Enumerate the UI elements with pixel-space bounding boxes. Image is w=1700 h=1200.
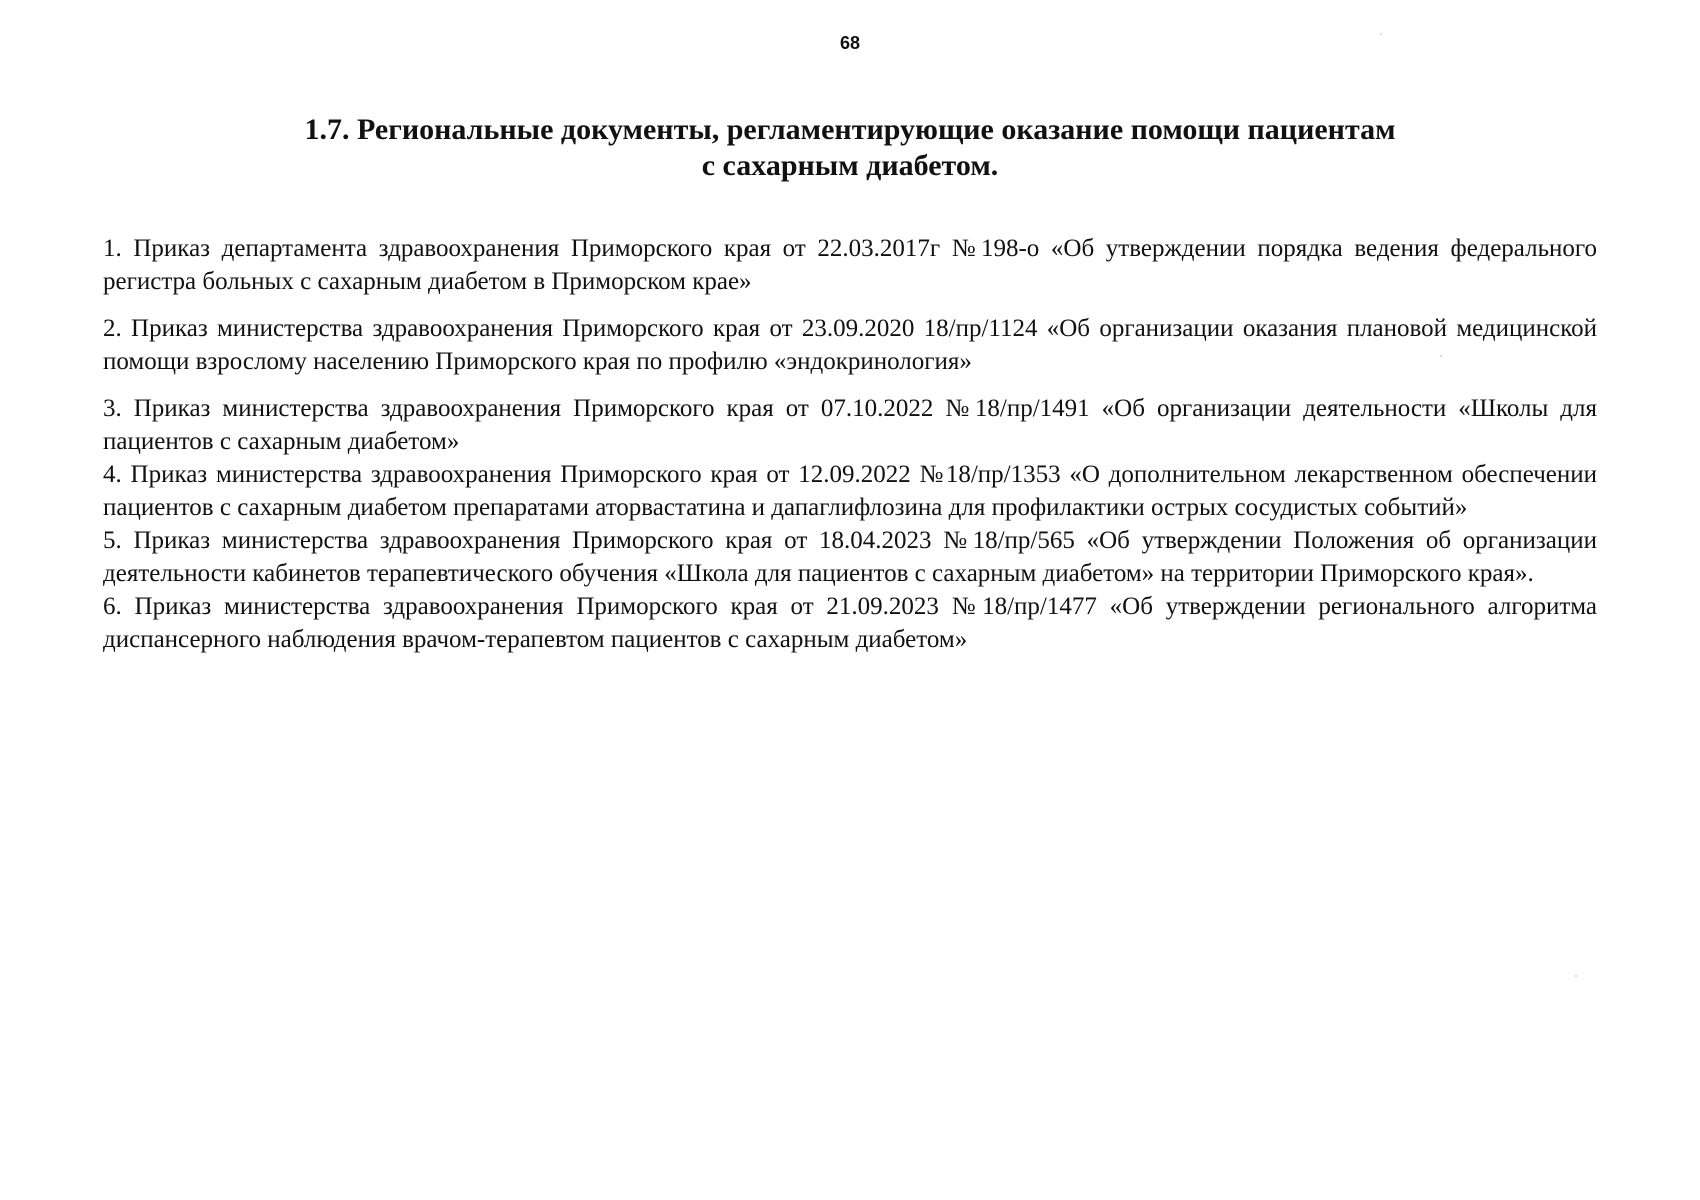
page-number: 68 — [839, 33, 861, 53]
scan-speck — [1575, 975, 1577, 977]
list-item-4: 4. Приказ министерства здравоохранения Приморского края от 12.09.2022 №18/пр/1353 «О дополнительном лекарственном обеспечении пациентов с сахарным диабетом препаратами аторвастатина и дапаглифлозина для профилактики острых сосудистых событий» — [103, 461, 1597, 521]
list-item-1: 1. Приказ департамента здравоохранения Приморского края от 22.03.2017г №198-о «Об утверждении порядка ведения федерального регистра больных с сахарным диабетом в Приморском крае» — [103, 235, 1597, 295]
section-title-line-2: с сахарным диабетом. — [701, 149, 999, 182]
document-list — [103, 232, 1597, 656]
scan-speck — [1440, 355, 1442, 357]
list-item-6: 6. Приказ министерства здравоохранения Приморского края от 21.09.2023 №18/пр/1477 «Об утверждении регионального алгоритма диспансерного наблюдения врачом-терапевтом пациентов с сахарным диабетом» — [103, 593, 1597, 653]
scan-speck — [1380, 33, 1382, 35]
list-item-2: 2. Приказ министерства здравоохранения Приморского края от 23.09.2020 18/пр/1124 «Об организации оказания плановой медицинской помощи взрослому населению Приморского края по профилю «эндокринология» — [103, 315, 1597, 375]
section-title — [200, 112, 1500, 184]
section-title-line-1: 1.7. Региональные документы, регламентирующие оказание помощи пациентам — [304, 113, 1396, 146]
list-item-5: 5. Приказ министерства здравоохранения Приморского края от 18.04.2023 №18/пр/565 «Об утверждении Положения об организации деятельности кабинетов терапевтического обучения «Школа для пациентов с сахарным диабетом» на территории Приморского края». — [103, 527, 1597, 587]
list-item-3: 3. Приказ министерства здравоохранения Приморского края от 07.10.2022 №18/пр/1491 «Об организации деятельности «Школы для пациентов с сахарным диабетом» — [103, 395, 1597, 455]
